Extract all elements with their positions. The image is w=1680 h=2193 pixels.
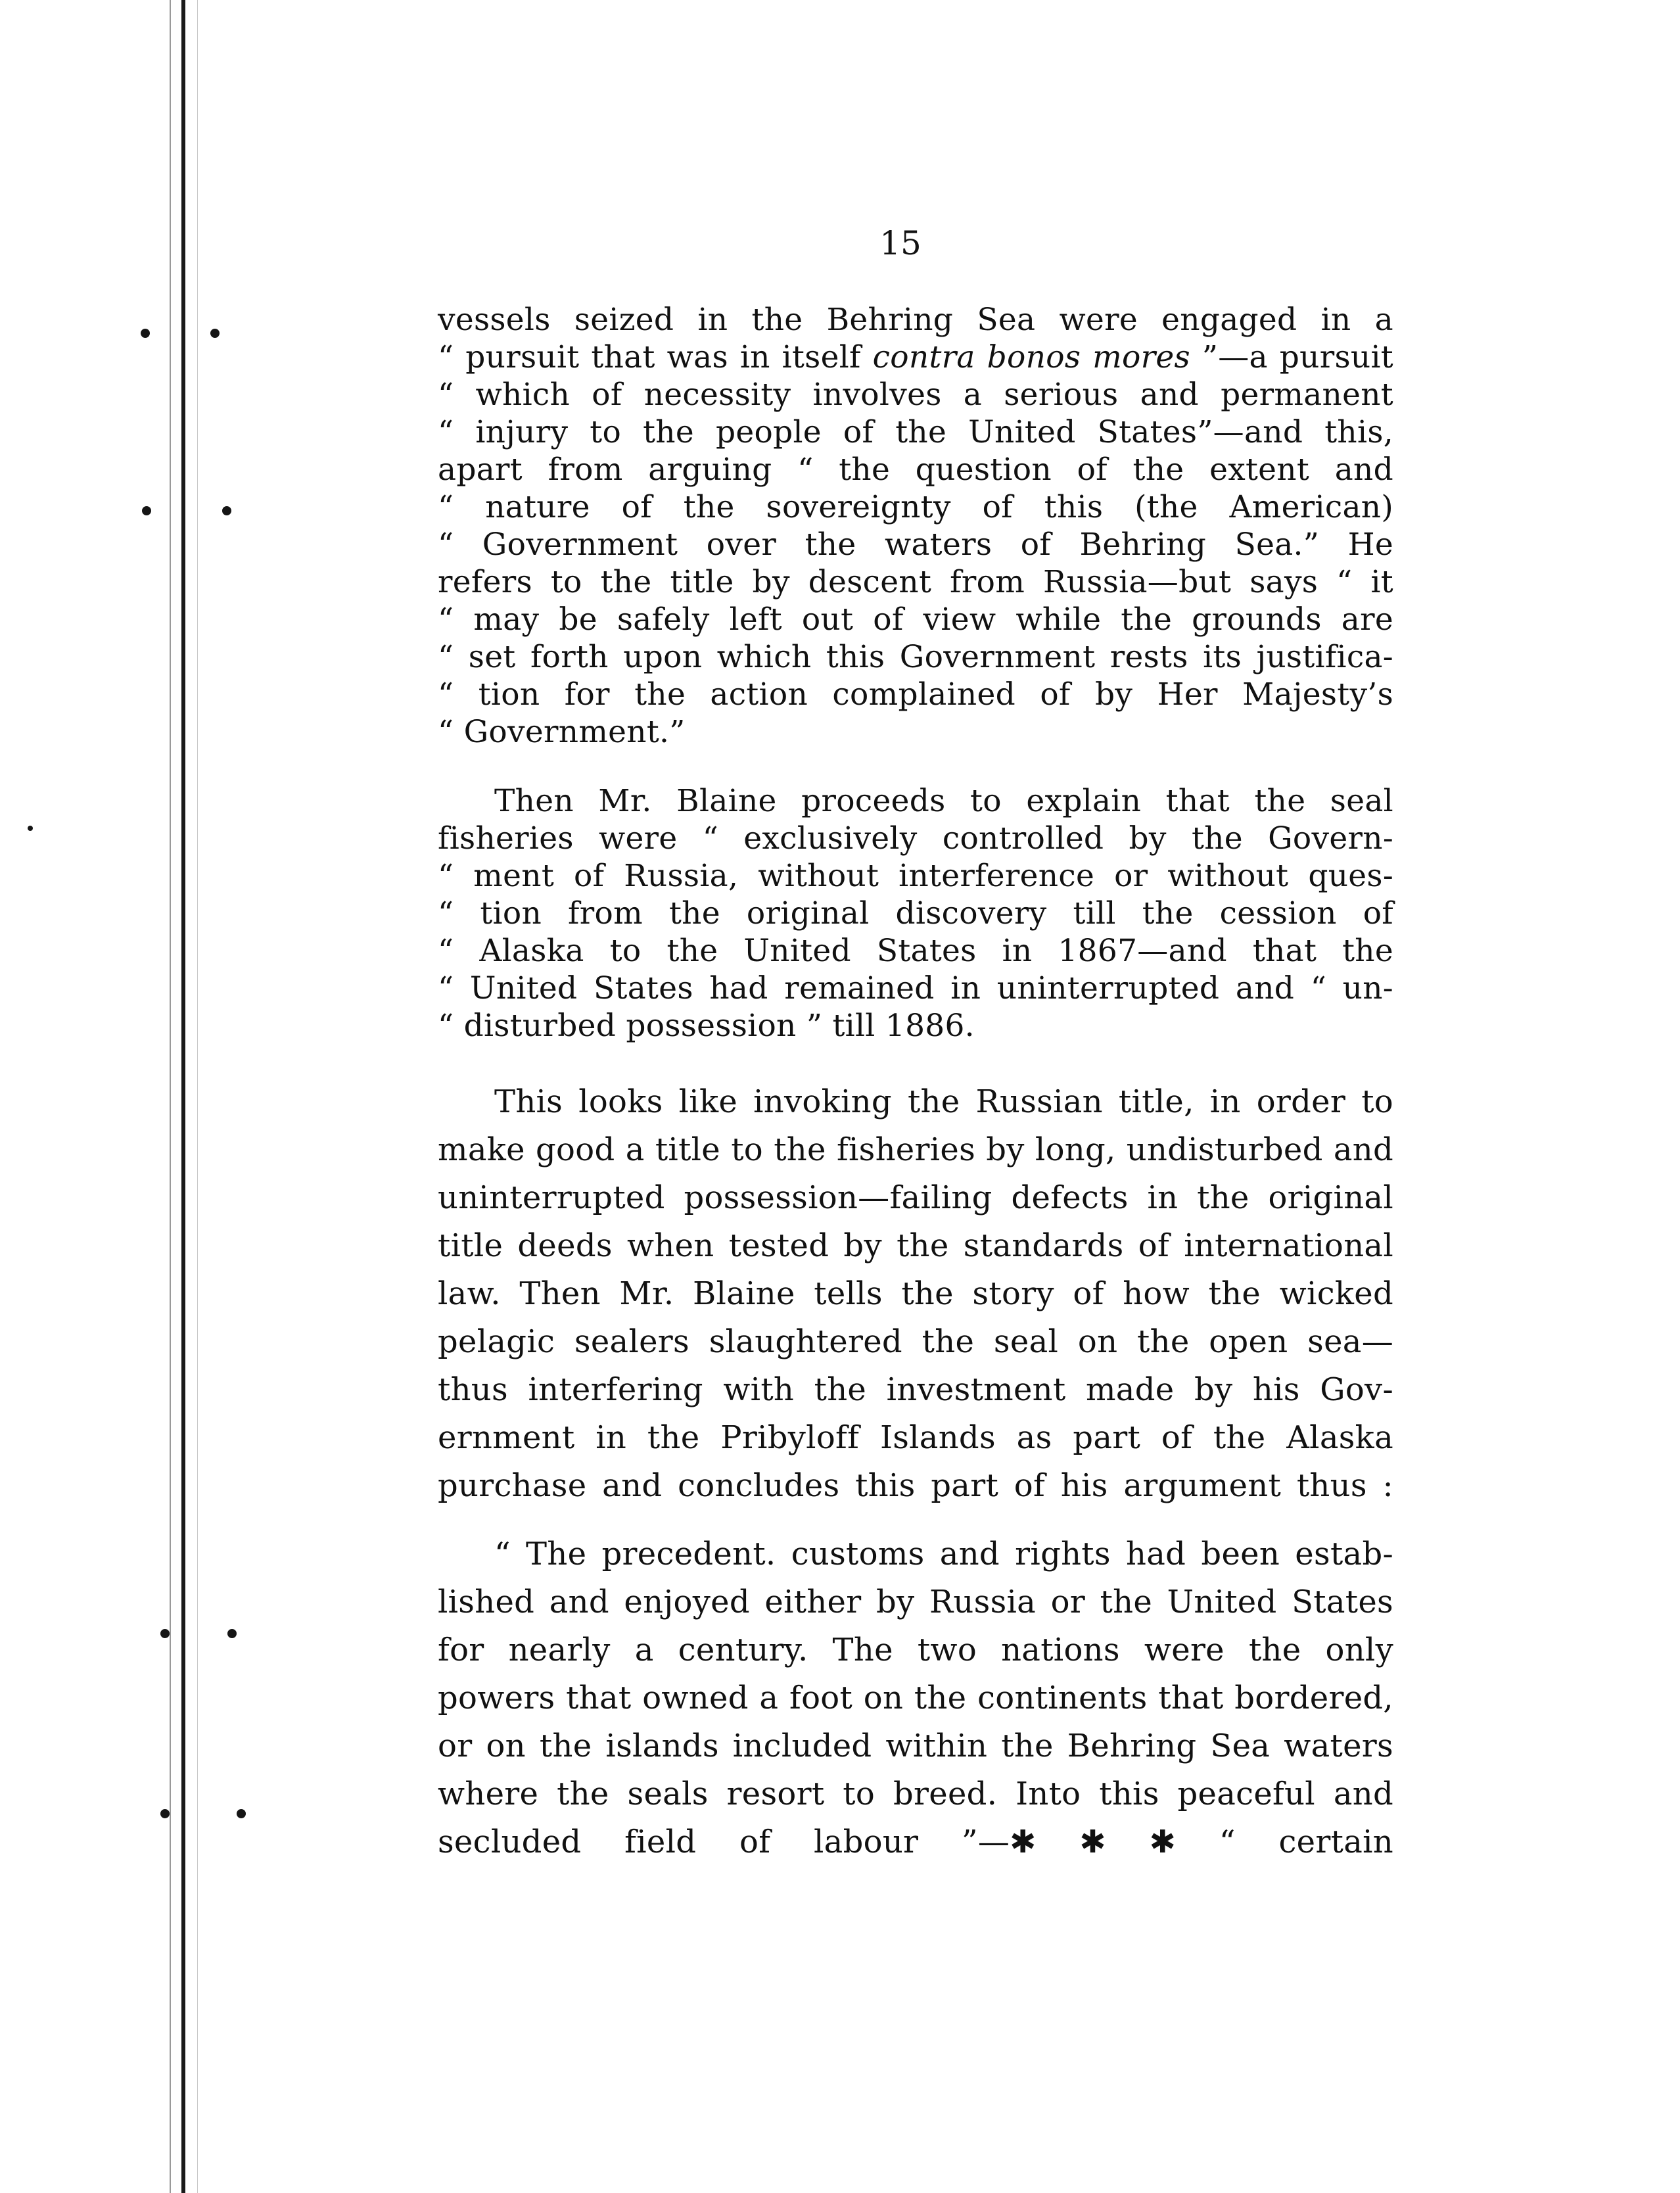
text-segment: “ pursuit that was in itself xyxy=(438,339,873,375)
text-line: “ United States had remained in uninterrupted and “ un- xyxy=(438,970,1393,1006)
binding-hole-mark xyxy=(160,1629,170,1638)
binding-hole-mark xyxy=(160,1809,170,1818)
text-line: title deeds when tested by the standards of international xyxy=(438,1227,1393,1264)
binding-hole-mark xyxy=(227,1629,237,1638)
quotation-block-2 xyxy=(438,782,1393,1045)
quotation-block-3 xyxy=(438,1530,1393,1866)
text-line: “ Government over the waters of Behring Sea.” He xyxy=(438,527,1393,563)
text-line: Then Mr. Blaine proceeds to explain that the seal xyxy=(494,783,1393,819)
text-line: “ disturbed possession ” till 1886. xyxy=(438,1008,975,1044)
text-line: make good a title to the fisheries by long, undisturbed and xyxy=(438,1131,1393,1168)
text-line: or on the islands included within the Behring Sea waters xyxy=(438,1728,1393,1764)
page-edge-shadow xyxy=(170,0,171,2193)
text-segment: ”—a pursuit xyxy=(1190,339,1393,375)
text-line: refers to the title by descent from Russia—but says “ it xyxy=(438,564,1393,600)
text-line: powers that owned a foot on the continents that bordered, xyxy=(438,1680,1393,1716)
text-line: “ may be safely left out of view while the grounds are xyxy=(438,601,1393,638)
italic-phrase: contra bonos mores xyxy=(872,339,1190,375)
binding-hole-mark xyxy=(237,1809,246,1818)
text-line: “ Alaska to the United States in 1867—and that the xyxy=(438,933,1393,969)
page-number: 15 xyxy=(879,224,922,262)
text-line: vessels seized in the Behring Sea were engaged in a xyxy=(438,302,1393,338)
text-line: “ nature of the sovereignty of this (the American) xyxy=(438,489,1393,525)
text-line: This looks like invoking the Russian title, in order to xyxy=(494,1083,1393,1120)
binding-hole-mark xyxy=(141,329,150,338)
text-line: law. Then Mr. Blaine tells the story of how the wicked xyxy=(438,1275,1393,1312)
text-line: thus interfering with the investment made by his Gov- xyxy=(438,1371,1393,1408)
text-line: “ The precedent. customs and rights had been estab- xyxy=(494,1536,1393,1572)
text-line: “ which of necessity involves a serious and permanent xyxy=(438,377,1393,413)
text-line xyxy=(438,339,1393,376)
binding-hole-mark xyxy=(28,826,33,831)
text-line: pelagic sealers slaughtered the seal on the open sea— xyxy=(438,1323,1393,1360)
text-line: ernment in the Pribyloff Islands as part of the Alaska xyxy=(438,1419,1393,1456)
text-line: “ tion from the original discovery till the cession of xyxy=(438,895,1393,931)
page-edge-highlight xyxy=(197,0,198,2193)
text-line: “ injury to the people of the United States”—and this, xyxy=(438,414,1393,450)
text-line: lished and enjoyed either by Russia or the United States xyxy=(438,1584,1393,1620)
page-binding-edge xyxy=(181,0,185,2193)
text-line: for nearly a century. The two nations were the only xyxy=(438,1632,1393,1668)
binding-hole-mark xyxy=(222,506,231,515)
quotation-block-1 xyxy=(438,301,1393,751)
text-line: uninterrupted possession—failing defects in the original xyxy=(438,1179,1393,1216)
text-line: “ set forth upon which this Government rests its justifica- xyxy=(438,639,1393,675)
text-line: secluded field of labour ”—✱ ✱ ✱ “ certain xyxy=(438,1824,1393,1860)
binding-hole-mark xyxy=(210,329,220,338)
text-line: fisheries were “ exclusively controlled by the Govern- xyxy=(438,820,1393,857)
text-line: purchase and concludes this part of his argument thus : xyxy=(438,1467,1393,1504)
body-paragraph xyxy=(438,1078,1393,1510)
text-line: apart from arguing “ the question of the extent and xyxy=(438,452,1393,488)
text-line: “ tion for the action complained of by Her Majesty’s xyxy=(438,676,1393,713)
text-line: where the seals resort to breed. Into this peaceful and xyxy=(438,1776,1393,1812)
text-line: “ Government.” xyxy=(438,714,686,750)
text-line: “ ment of Russia, without interference or without ques- xyxy=(438,858,1393,894)
binding-hole-mark xyxy=(142,506,151,515)
